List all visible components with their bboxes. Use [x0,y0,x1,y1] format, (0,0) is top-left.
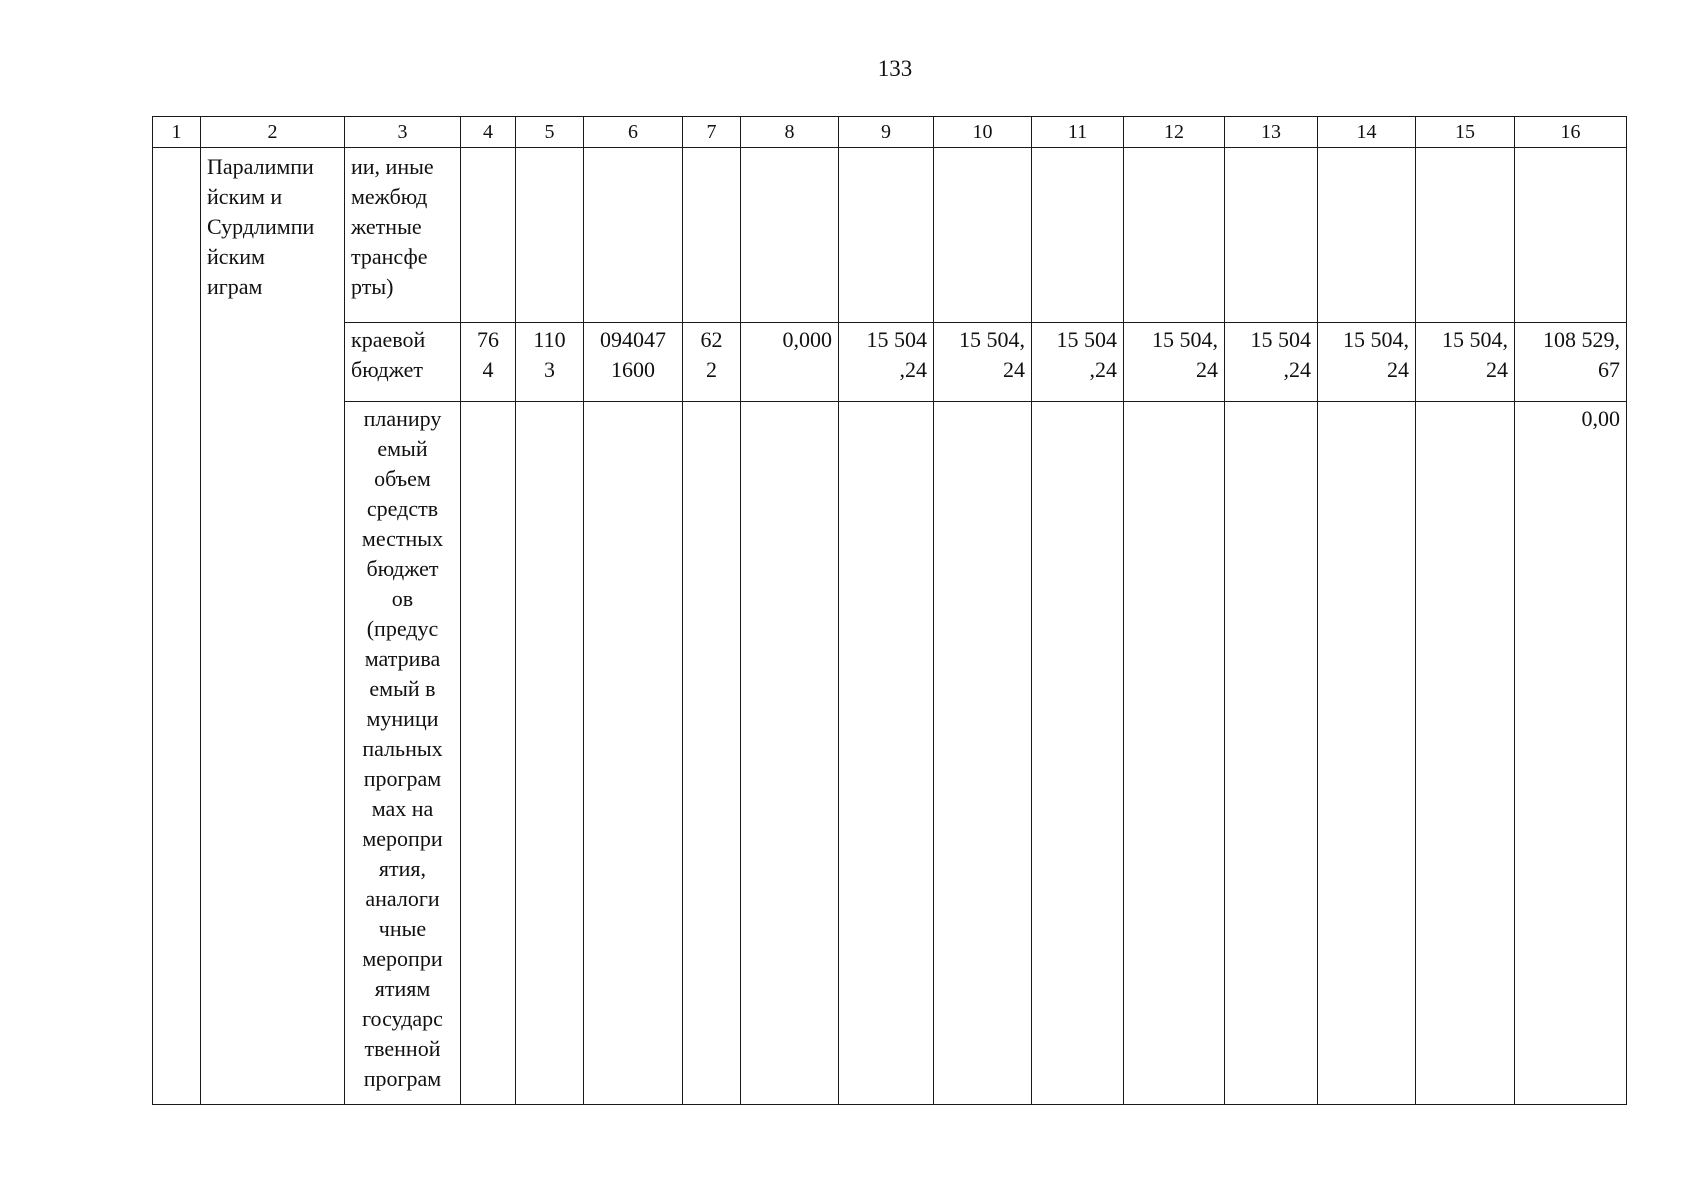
table-cell: 094047 1600 [584,323,683,402]
table-cell [1032,402,1124,1105]
table-cell [516,402,584,1105]
column-header: 7 [683,117,741,148]
table-cell [683,402,741,1105]
table-cell: 76 4 [461,323,516,402]
table-cell [1124,402,1225,1105]
table-cell: 110 3 [516,323,584,402]
column-header: 2 [201,117,345,148]
column-header: 11 [1032,117,1124,148]
table-cell [1225,402,1318,1105]
table-cell [1318,148,1416,323]
table-cell [683,148,741,323]
table-cell: 0,00 [1515,402,1627,1105]
table-cell [839,148,934,323]
table-cell [1318,402,1416,1105]
table-cell: 108 529, 67 [1515,323,1627,402]
column-header: 9 [839,117,934,148]
funding-source-cell: ии, иные межбюд жетные трансфе рты) [345,148,461,323]
table-cell: 0,000 [741,323,839,402]
row-number-cell [153,148,201,1105]
column-header: 12 [1124,117,1225,148]
table-cell [1225,148,1318,323]
table-row [153,402,1627,1105]
table-cell [1032,148,1124,323]
funding-source-cell: краевой бюджет [345,323,461,402]
column-header: 10 [934,117,1032,148]
table-cell [461,402,516,1105]
page-number: 133 [877,56,913,81]
table-cell [741,402,839,1105]
column-header: 16 [1515,117,1627,148]
table-cell [934,402,1032,1105]
table-cell [741,148,839,323]
table-cell [1416,148,1515,323]
table-cell [1515,148,1627,323]
table-cell: 15 504 ,24 [839,323,934,402]
table-cell [584,402,683,1105]
table-cell [839,402,934,1105]
column-header: 5 [516,117,584,148]
table-row [153,148,1627,323]
table-cell: 15 504 ,24 [1032,323,1124,402]
column-header: 15 [1416,117,1515,148]
table-cell: 62 2 [683,323,741,402]
event-name: Паралимпи йским и Сурдлимпи йским играм [207,154,315,299]
table-cell [461,148,516,323]
column-header: 13 [1225,117,1318,148]
table-cell: 15 504, 24 [1318,323,1416,402]
column-header: 4 [461,117,516,148]
table-cell: 15 504, 24 [934,323,1032,402]
table-cell: 15 504 ,24 [1225,323,1318,402]
table-cell [1124,148,1225,323]
event-name-cell [201,148,345,1105]
column-header: 3 [345,117,461,148]
column-header: 6 [584,117,683,148]
table-row [153,323,1627,402]
table-cell: 15 504, 24 [1124,323,1225,402]
funding-source-cell: планиру емый объем средств местных бюджет ов (предус матрива емый в муници пальных програм мах на меропри ятия, аналоги чные меропри ятиям государс твенной програм [345,402,461,1105]
column-header: 8 [741,117,839,148]
table-cell [934,148,1032,323]
table-cell [516,148,584,323]
column-header: 1 [153,117,201,148]
table-cell [1416,402,1515,1105]
column-header: 14 [1318,117,1416,148]
table-cell [584,148,683,323]
budget-table [152,116,1627,1105]
table-header-row [153,117,1627,148]
table-cell: 15 504, 24 [1416,323,1515,402]
